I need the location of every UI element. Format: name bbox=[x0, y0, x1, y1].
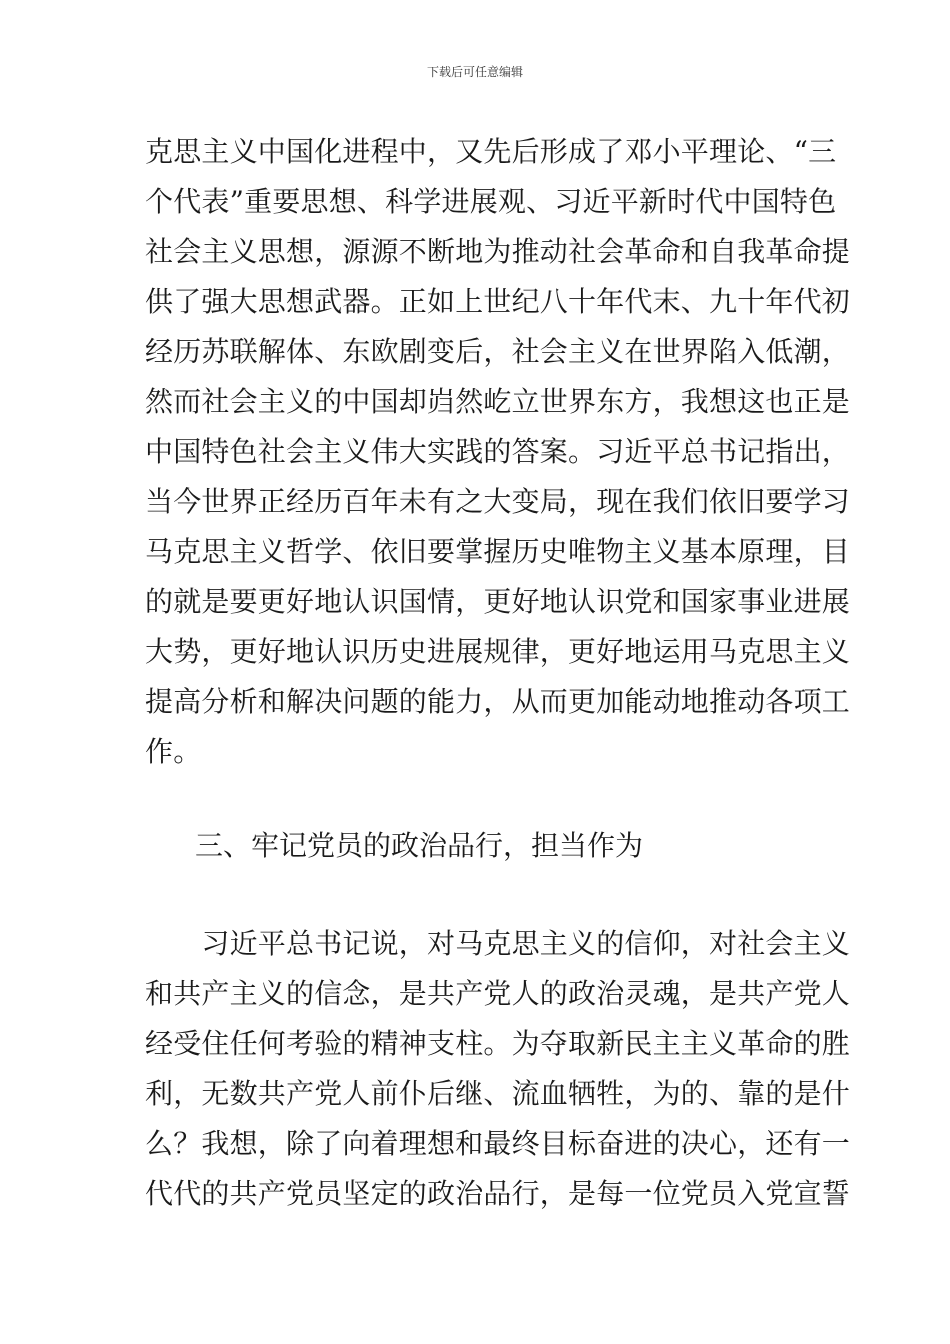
text-line: 然而社会主义的中国却岿然屹立世界东方，我想这也正是 bbox=[145, 385, 851, 418]
text-line: 经受住任何考验的精神支柱。为夺取新民主主义革命的胜 bbox=[145, 1027, 851, 1060]
text-line: 和共产主义的信念，是共产党人的政治灵魂，是共产党人 bbox=[145, 977, 851, 1010]
text-line: 中国特色社会主义伟大实践的答案。习近平总书记指出， bbox=[145, 435, 851, 468]
page-header-note: 下载后可任意编辑 bbox=[426, 65, 523, 79]
text-line: 个代表”重要思想、科学进展观、习近平新时代中国特色 bbox=[145, 185, 837, 218]
text-line: 提高分析和解决问题的能力，从而更加能动地推动各项工 bbox=[145, 685, 851, 718]
text-line: 习近平总书记说，对马克思主义的信仰，对社会主义 bbox=[145, 927, 851, 960]
text-line: 利，无数共产党人前仆后继、流血牺牲，为的、靠的是什 bbox=[145, 1077, 851, 1110]
text-line: 经历苏联解体、东欧剧变后，社会主义在世界陷入低潮， bbox=[145, 335, 851, 368]
text-line: 克思主义中国化进程中，又先后形成了邓小平理论、“三 bbox=[145, 135, 837, 168]
text-line: 马克思主义哲学、依旧要掌握历史唯物主义基本原理，目 bbox=[145, 535, 851, 568]
text-line: 么？我想，除了向着理想和最终目标奋进的决心，还有一 bbox=[145, 1127, 851, 1160]
text-line: 的就是要更好地认识国情，更好地认识党和国家事业进展 bbox=[145, 585, 851, 618]
section-heading: 三、牢记党员的政治品行，担当作为 bbox=[195, 829, 644, 862]
text-line: 供了强大思想武器。正如上世纪八十年代末、九十年代初 bbox=[145, 285, 851, 318]
text-line: 大势，更好地认识历史进展规律，更好地运用马克思主义 bbox=[145, 635, 851, 668]
text-line: 当今世界正经历百年未有之大变局，现在我们依旧要学习 bbox=[145, 485, 851, 518]
text-line: 代代的共产党员坚定的政治品行，是每一位党员入党宣誓 bbox=[145, 1177, 851, 1210]
text-line: 社会主义思想，源源不断地为推动社会革命和自我革命提 bbox=[145, 235, 851, 268]
text-line: 作。 bbox=[145, 735, 202, 768]
